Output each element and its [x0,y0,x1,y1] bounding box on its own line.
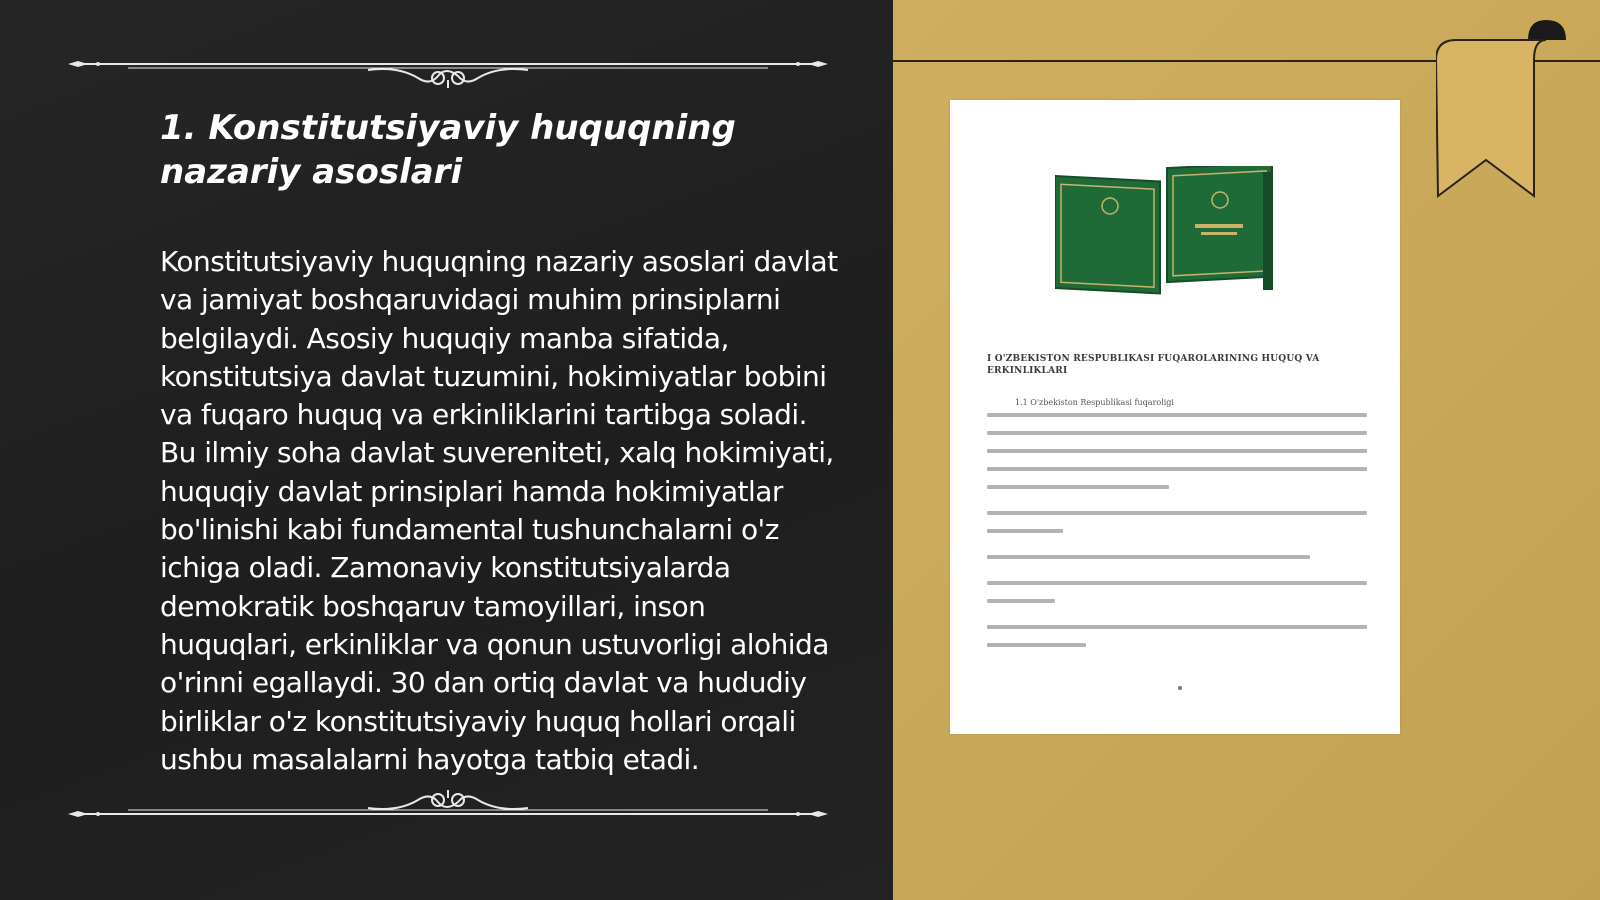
document-heading: I O'ZBEKISTON RESPUBLIKASI FUQAROLARINING HUQUQ VA ERKINLIKLARI [987,354,1320,376]
document-line [987,625,1367,629]
image-panel [893,0,1600,900]
document-line [987,581,1367,585]
document-line [987,485,1169,489]
document-line [987,431,1367,435]
bottom-ornament-divider-icon [68,790,828,830]
document-subheading: 1.1 O'zbekiston Respublikasi fuqaroligi [1015,398,1174,407]
document-line [987,555,1310,559]
slide-body-text: Konstitutsiyaviy huquqning nazariy asoslari davlat va jamiyat boshqaruvidagi muhim prinsiplarni belgilaydi. Asosiy huquqiy manba sifatida, konstitutsiya davlat tuzumini, hokimiyatlar bobini va fuqaro huquq va erkinliklarini tartibga soladi. Bu ilmiy soha davlat suvereniteti, xalq hokimiyati, huquqiy davlat prinsiplari hamda hokimiyatlar bo'linishi kabi fundamental tushunchalarni o'z ichiga oladi. Zamonaviy konstitutsiyalarda demokratik boshqaruv tamoyillari, inson huquqlari, erkinliklar va qonun ustuvorligi alohida o'rinni egallaydi. 30 dan ortiq davlat va hududiy birliklar o'z konstitutsiyaviy huquq hollari orqali ushbu masalalarni hayotga tatbiq etadi. [160,245,838,776]
ribbon-bookmark-icon [1436,0,1566,200]
slide-title: 1. Konstitutsiyaviy huquqning nazariy asoslari [160,108,736,192]
document-line [987,529,1063,533]
document-line [987,413,1367,417]
document-line [987,467,1367,471]
document-line [987,599,1055,603]
document-page-number [1178,686,1182,690]
document-text-lines [987,413,1367,661]
document-page-image [950,100,1400,734]
document-line [987,511,1367,515]
document-line [987,449,1367,453]
top-ornament-divider-icon [68,48,828,88]
document-line [987,643,1086,647]
green-books-image [1055,166,1280,296]
